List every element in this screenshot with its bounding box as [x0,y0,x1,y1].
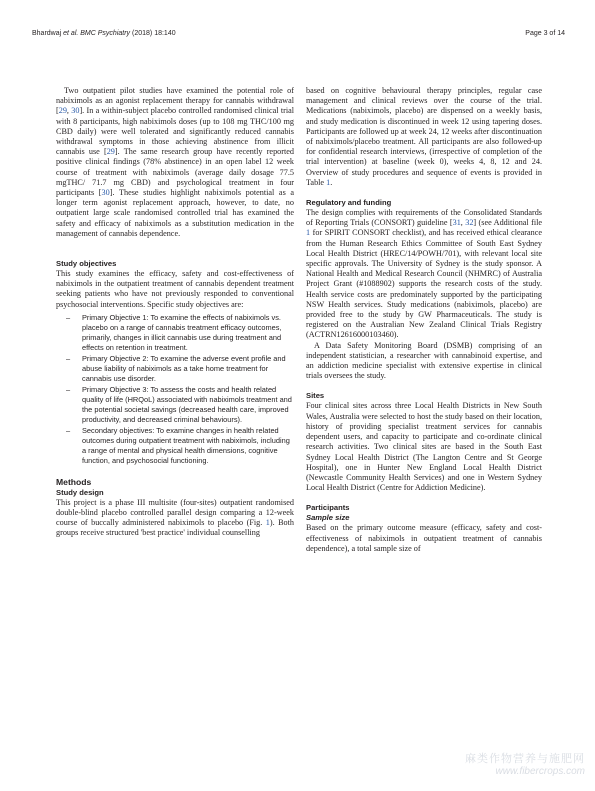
objective-text: Primary Objective 2: To examine the adverse event profile and abuse liability of nabiximols as a take home treatment for cannabis use disorder. [82,353,286,383]
watermark-line-1: 麻类作物营养与施肥网 [465,753,585,765]
intro-paragraph [56,86,294,239]
design-continuation-paragraph [306,86,542,188]
text-run: ). Both groups receive structured 'best practice' individual counselling [56,518,294,538]
citation-link[interactable]: 30 [71,106,80,116]
text-run: , [460,218,466,228]
objective-item [56,426,294,466]
citation-link[interactable]: 1 [326,177,331,187]
list-dash: – [66,312,71,322]
page-number: Page 3 of 14 [525,30,565,37]
sites-heading: Sites [306,391,325,401]
left-column [56,86,294,539]
list-dash: – [66,425,71,435]
citation-link[interactable]: 32 [465,218,474,228]
text-run: , [66,106,72,116]
objective-item [56,354,294,384]
running-citation [32,30,176,37]
text-run: ]. These studies highlight nabiximols potential as a longer term agonist replacement approach, however, to date, no outpatient large scale randomised controlled trial has examined the safety and efficacy of nabiximols as a substitution medication in the management of cannabis dependence. [56,188,295,238]
site-watermark [445,753,585,783]
objective-text: Secondary objectives: To examine changes in health related outcomes during outpatient treatment with nabiximols, including a range of mental and physical health dimensions, cognitive function, and psychosocial functioning. [82,425,290,465]
dsmb-paragraph: A Data Safety Monitoring Board (DSMB) comprising of an independent statistician, a researcher with cannabinoid expertise, and an addiction medicine specialist with extensive expertise in clinical trials oversees the study. [306,340,542,381]
citation-link[interactable]: 30 [101,188,110,198]
citation-link[interactable]: 31 [452,218,461,228]
objective-text: Primary Objective 3: To assess the costs and health related quality of life (HRQoL) associated with nabiximols treatment and the potential societal savings (decreased health care, improved productivity, and decreased criminal behaviours). [82,384,292,424]
text-run: ] (see Additional file [473,218,543,228]
text-run: . [330,177,333,187]
header-citation: (2018) 18:140 [132,30,176,37]
regulatory-heading: Regulatory and funding [306,198,392,208]
text-run: This project is a phase III multisite (four-sites) outpatient randomised double-blind placebo controlled parallel design comparing a 12-week course of buccally administered nabiximols to placebo (Fig. [56,497,294,528]
text-run: for SPIRIT CONSORT checklist), and has received ethical clearance from the Human Research Ethics Committee of South East Sydney Local Health District (HREC/14/POWH/701), with relevant local site specific approvals. The University of Sydney is the study sponsor. A National Health and Medical Research Council (NHMRC) of Australia Project Grant (#1088902) supports the research costs of the study. Health service costs are predominately supported by the participating NSW Health services. Study medications (nabiximols, placebo) are provided free to the study by GW Pharmaceuticals. The study is registered on the Australian New Zealand Clinical Trials Registry (ACTRN12616000103460). [306,228,542,340]
watermark-line-2: www.fibercrops.com [495,766,585,777]
citation-link[interactable]: 29 [106,147,115,157]
page-header [32,30,565,42]
sample-size-heading: Sample size [306,513,350,523]
objective-item [56,385,294,425]
objectives-list [56,313,294,466]
citation-link[interactable]: 29 [58,106,67,116]
text-run: based on cognitive behavioural therapy principles, regular case management and clinical reviews over the course of the trial. Medications (nabiximols, placebo) are dispensed on a weekly basis, and study medication is discontinued in week 12 using tapering doses. Participants are followed up at week 24, 12 weeks after discontinuation of nabiximols/placebo treatment. All participants are also followed-up for confidential research interviews, (irrespective of completion of the trial intervention) at baseline (week 0), weeks 4, 8, 12 and 24. Overview of study procedures and sequence of events is provided in Table [306,86,542,187]
study-design-paragraph [56,498,294,539]
objective-text: Primary Objective 1: To examine the effects of nabiximols vs. placebo on a range of cannabis treatment efficacy outcomes, primarily, changes in illicit cannabis use during treatment and effects on retention in treatment. [82,312,282,352]
study-design-heading: Study design [56,487,104,497]
citation-link[interactable]: 1 [306,228,311,238]
objectives-intro: This study examines the efficacy, safety and cost-effectiveness of nabiximols in the outpatient treatment of cannabis dependent treatment seeking patients who have not previously responded to conventional psychosocial interventions. Specific study objectives are: [56,269,294,309]
sites-paragraph: Four clinical sites across three Local Health Districts in New South Wales, Australia were selected to host the study based on their location, history of providing specialist treatment services for cannabis dependent users, and capacity to participate and co-ordinate clinical research activities. Two clinical sites are based in the South East Sydney Local Health District (The Langton Centre and St George Hospital), one in Hunter New England Local Health District (Newcastle Community Health Services) and one in Western Sydney Local Health District (Centre for Addiction Medicine). [306,401,542,493]
list-dash: – [66,353,71,363]
study-objectives-heading: Study objectives [56,259,117,269]
objective-item [56,313,294,353]
sample-size-paragraph: Based on the primary outcome measure (efficacy, safety and cost-effectiveness of nabiximols in outpatient treatment of cannabis dependence), a total sample size of [306,523,542,553]
text-run: ]. The same research group have recently reported positive clinical findings (78% abstinence) in an open label 12 week course of treatment with nabiximols (average daily dosage 77.5 mgTHC/ 71.7 mg CBD) and psychological treatment in four participants [ [56,147,294,198]
citation-link[interactable]: 1 [265,518,270,528]
text-run: The design complies with requirements of the Consolidated Standards of Reporting Trials (CONSORT) guideline [ [306,208,542,228]
methods-heading: Methods [56,476,92,487]
list-dash: – [66,384,71,394]
text-run: Two outpatient pilot studies have examined the potential role of nabiximols as an agonist replacement therapy for cannabis withdrawal [ [56,86,294,116]
text-run: ]. In a within-subject placebo controlled randomised clinical trial with 8 participants, high nabiximols doses (up to 108 mg THC/100 mg CBD daily) were well tolerated and significantly reduced cannabis withdrawal symptoms in those achieving abstinence from illicit cannabis use [ [56,106,295,157]
header-author: Bhardwaj [32,30,62,37]
header-journal: et al. BMC Psychiatry [63,30,131,37]
participants-heading: Participants [306,503,350,513]
regulatory-paragraph [306,208,542,341]
right-column [306,86,542,554]
